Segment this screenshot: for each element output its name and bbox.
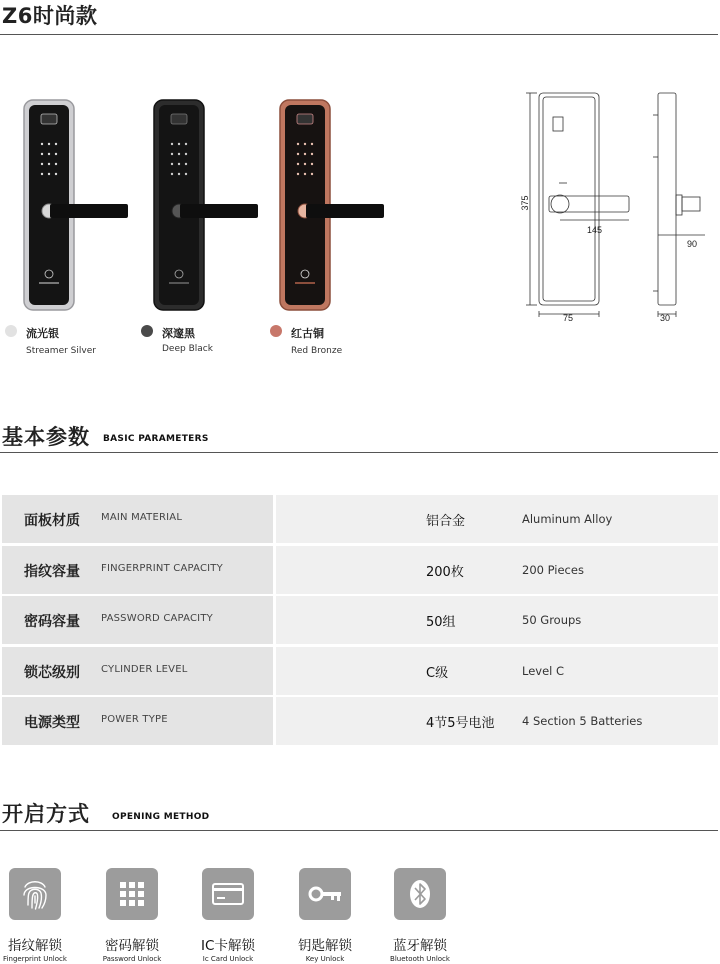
color-swatch-silver [5, 325, 17, 337]
param-value-en: Level C [522, 664, 565, 678]
variant-name-cn: 流光银 [26, 327, 59, 340]
method-label-en: Key Unlock [305, 955, 345, 963]
color-swatch-bronze [270, 325, 282, 337]
lock-image-black [148, 98, 263, 313]
param-label-en: CYLINDER LEVEL [101, 664, 188, 675]
param-label-en: POWER TYPE [101, 714, 168, 725]
param-label-cn: 面板材质 [24, 513, 80, 529]
method-label-en: Ic Card Unlock [202, 955, 254, 963]
param-label-en: MAIN MATERIAL [101, 512, 183, 523]
lock-image-silver [18, 98, 133, 313]
variant-name-en: Streamer Silver [26, 346, 96, 356]
method-label-cn: 指纹解锁 [8, 938, 62, 954]
variant-name-en: Deep Black [162, 344, 213, 354]
param-value-cn: C级 [426, 666, 449, 681]
param-value-cn: 50组 [426, 615, 456, 630]
param-label-cn: 指纹容量 [24, 564, 80, 580]
param-label-cn: 电源类型 [24, 715, 80, 731]
basic-params-title-cn: 基本参数 [2, 425, 90, 449]
opening-method-bluetooth [370, 868, 470, 963]
model-title: Z6时尚款 [2, 4, 98, 28]
param-label-en: PASSWORD CAPACITY [101, 613, 213, 624]
param-value-en: 50 Groups [522, 613, 582, 627]
bluetooth-icon [394, 868, 446, 920]
method-label-cn: IC卡解锁 [201, 938, 255, 954]
dim-height: 375 [520, 195, 530, 211]
card-icon [202, 868, 254, 920]
table-row [2, 495, 718, 543]
basic-params-divider [0, 452, 718, 453]
opening-method-fingerprint [0, 868, 85, 963]
param-value-en: 200 Pieces [522, 563, 584, 577]
method-label-cn: 蓝牙解锁 [393, 938, 447, 954]
fingerprint-icon [9, 868, 61, 920]
method-label-en: Fingerprint Unlock [3, 955, 67, 963]
dim-depth: 30 [660, 313, 671, 323]
keypad-icon [106, 868, 158, 920]
color-swatch-black [141, 325, 153, 337]
param-value-en: Aluminum Alloy [522, 512, 613, 526]
param-value-cn: 200枚 [426, 565, 464, 580]
opening-method-title-en: OPENING METHOD [112, 812, 210, 822]
method-label-cn: 钥匙解锁 [298, 938, 352, 954]
dim-handle-depth: 90 [687, 239, 698, 249]
opening-method-password [82, 868, 182, 963]
method-label-cn: 密码解锁 [105, 938, 159, 954]
lock-image-bronze [274, 98, 389, 313]
dimension-drawing [515, 85, 715, 330]
param-label-cn: 锁芯级别 [24, 665, 80, 681]
dim-handle-length: 145 [587, 225, 603, 235]
table-row [2, 647, 718, 695]
dim-width: 75 [563, 313, 574, 323]
basic-params-title-en: BASIC PARAMETERS [103, 434, 209, 444]
table-row [2, 697, 718, 745]
table-row [2, 546, 718, 594]
param-label-en: FINGERPRINT CAPACITY [101, 563, 223, 574]
param-value-cn: 铝合金 [426, 514, 466, 529]
param-value-en: 4 Section 5 Batteries [522, 714, 643, 728]
header-divider [0, 34, 718, 35]
method-label-en: Bluetooth Unlock [390, 955, 450, 963]
variant-name-cn: 红古铜 [291, 327, 324, 340]
method-label-en: Password Unlock [102, 955, 162, 963]
param-label-cn: 密码容量 [24, 614, 80, 630]
param-value-cn: 4节5号电池 [426, 716, 495, 731]
opening-method-title-cn: 开启方式 [2, 802, 90, 826]
variant-name-cn: 深邃黑 [162, 327, 195, 340]
variant-name-en: Red Bronze [291, 346, 343, 356]
opening-method-key [275, 868, 375, 963]
table-row [2, 596, 718, 644]
key-icon [299, 868, 351, 920]
opening-method-divider [0, 830, 718, 831]
opening-method-ic-card [178, 868, 278, 963]
